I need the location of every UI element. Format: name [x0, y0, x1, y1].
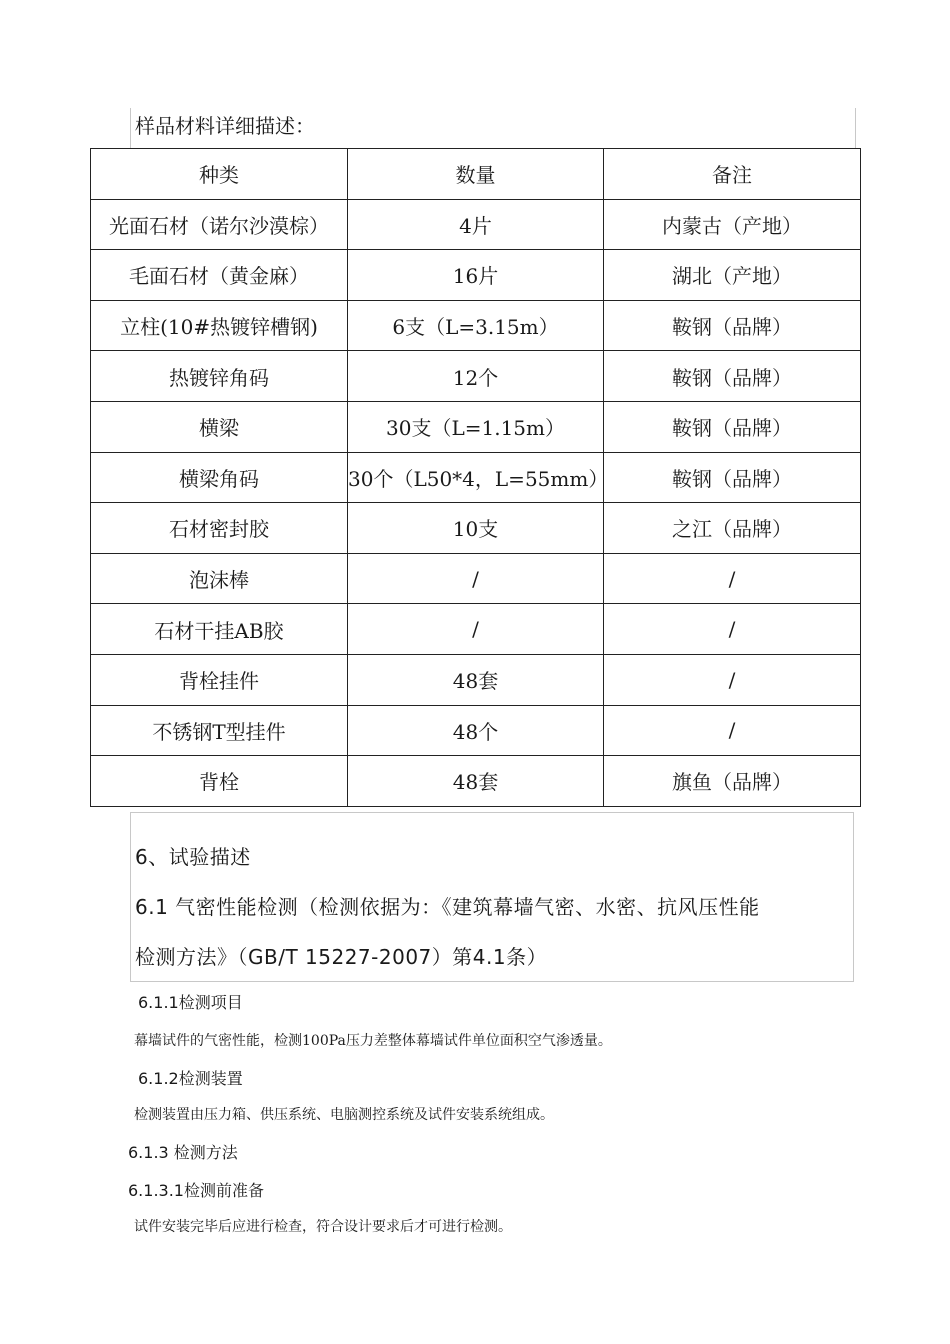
cell-remarks: 内蒙古（产地） — [604, 199, 861, 250]
subsection-heading-line2: 检测方法》（GB/T 15227-2007）第4.1条） — [135, 945, 548, 969]
heading-6-1-3-1: 6.1.3.1检测前准备 — [128, 1181, 264, 1200]
table-row — [91, 756, 861, 807]
cell-remarks: / — [604, 705, 861, 756]
cell-quantity: 30个（L50*4，L=55mm） — [348, 452, 604, 503]
table-row — [91, 250, 861, 301]
table-row — [91, 351, 861, 402]
table-row — [91, 199, 861, 250]
cell-type: 光面石材（诺尔沙漠棕） — [91, 199, 348, 250]
cell-quantity: 48套 — [348, 756, 604, 807]
cell-type: 石材干挂AB胶 — [91, 604, 348, 655]
cell-quantity: 10支 — [348, 503, 604, 554]
heading-6-1-2: 6.1.2检测装置 — [138, 1069, 243, 1088]
test-description-box — [130, 812, 854, 982]
cell-type: 泡沫棒 — [91, 553, 348, 604]
caption-box — [130, 108, 856, 148]
cell-remarks: / — [604, 604, 861, 655]
cell-remarks: 旗鱼（品牌） — [604, 756, 861, 807]
cell-quantity: 6支（L=3.15m） — [348, 300, 604, 351]
cell-type: 横梁 — [91, 401, 348, 452]
cell-quantity: / — [348, 553, 604, 604]
table-row — [91, 503, 861, 554]
cell-remarks: / — [604, 553, 861, 604]
cell-remarks: 鞍钢（品牌） — [604, 401, 861, 452]
cell-type: 横梁角码 — [91, 452, 348, 503]
cell-quantity: 48个 — [348, 705, 604, 756]
table-header-row — [91, 149, 861, 200]
table-row — [91, 553, 861, 604]
table-caption: 样品材料详细描述： — [135, 114, 315, 138]
cell-quantity: 12个 — [348, 351, 604, 402]
cell-type: 背栓挂件 — [91, 654, 348, 705]
cell-quantity: 16片 — [348, 250, 604, 301]
table-row — [91, 452, 861, 503]
cell-type: 立柱(10#热镀锌槽钢) — [91, 300, 348, 351]
cell-type: 不锈钢T型挂件 — [91, 705, 348, 756]
cell-quantity: 30支（L=1.15m） — [348, 401, 604, 452]
cell-type: 热镀锌角码 — [91, 351, 348, 402]
cell-type: 毛面石材（黄金麻） — [91, 250, 348, 301]
header-remarks: 备注 — [604, 149, 861, 200]
heading-6-1-1: 6.1.1检测项目 — [138, 993, 243, 1012]
header-quantity: 数量 — [348, 149, 604, 200]
cell-remarks: 鞍钢（品牌） — [604, 452, 861, 503]
cell-remarks: 鞍钢（品牌） — [604, 300, 861, 351]
table-row — [91, 705, 861, 756]
header-type: 种类 — [91, 149, 348, 200]
cell-remarks: 湖北（产地） — [604, 250, 861, 301]
materials-table — [90, 148, 861, 807]
table-row — [91, 401, 861, 452]
table-row — [91, 604, 861, 655]
cell-remarks: 之江（品牌） — [604, 503, 861, 554]
paragraph-6-1-2: 检测装置由压力箱、供压系统、电脑测控系统及试件安装系统组成。 — [134, 1107, 554, 1123]
paragraph-6-1-1: 幕墙试件的气密性能，检测100Pa压力差整体幕墙试件单位面积空气渗透量。 — [134, 1033, 612, 1049]
cell-type: 背栓 — [91, 756, 348, 807]
heading-6-1-3: 6.1.3 检测方法 — [128, 1143, 238, 1162]
table-row — [91, 300, 861, 351]
cell-quantity: 4片 — [348, 199, 604, 250]
subsection-heading-line1: 6.1 气密性能检测（检测依据为：《建筑幕墙气密、水密、抗风压性能 — [135, 895, 760, 919]
paragraph-6-1-3-1: 试件安装完毕后应进行检查，符合设计要求后才可进行检测。 — [134, 1219, 512, 1235]
cell-quantity: / — [348, 604, 604, 655]
section-heading: 6、试验描述 — [135, 845, 251, 869]
cell-type: 石材密封胶 — [91, 503, 348, 554]
cell-quantity: 48套 — [348, 654, 604, 705]
table-row — [91, 654, 861, 705]
cell-remarks: 鞍钢（品牌） — [604, 351, 861, 402]
cell-remarks: / — [604, 654, 861, 705]
